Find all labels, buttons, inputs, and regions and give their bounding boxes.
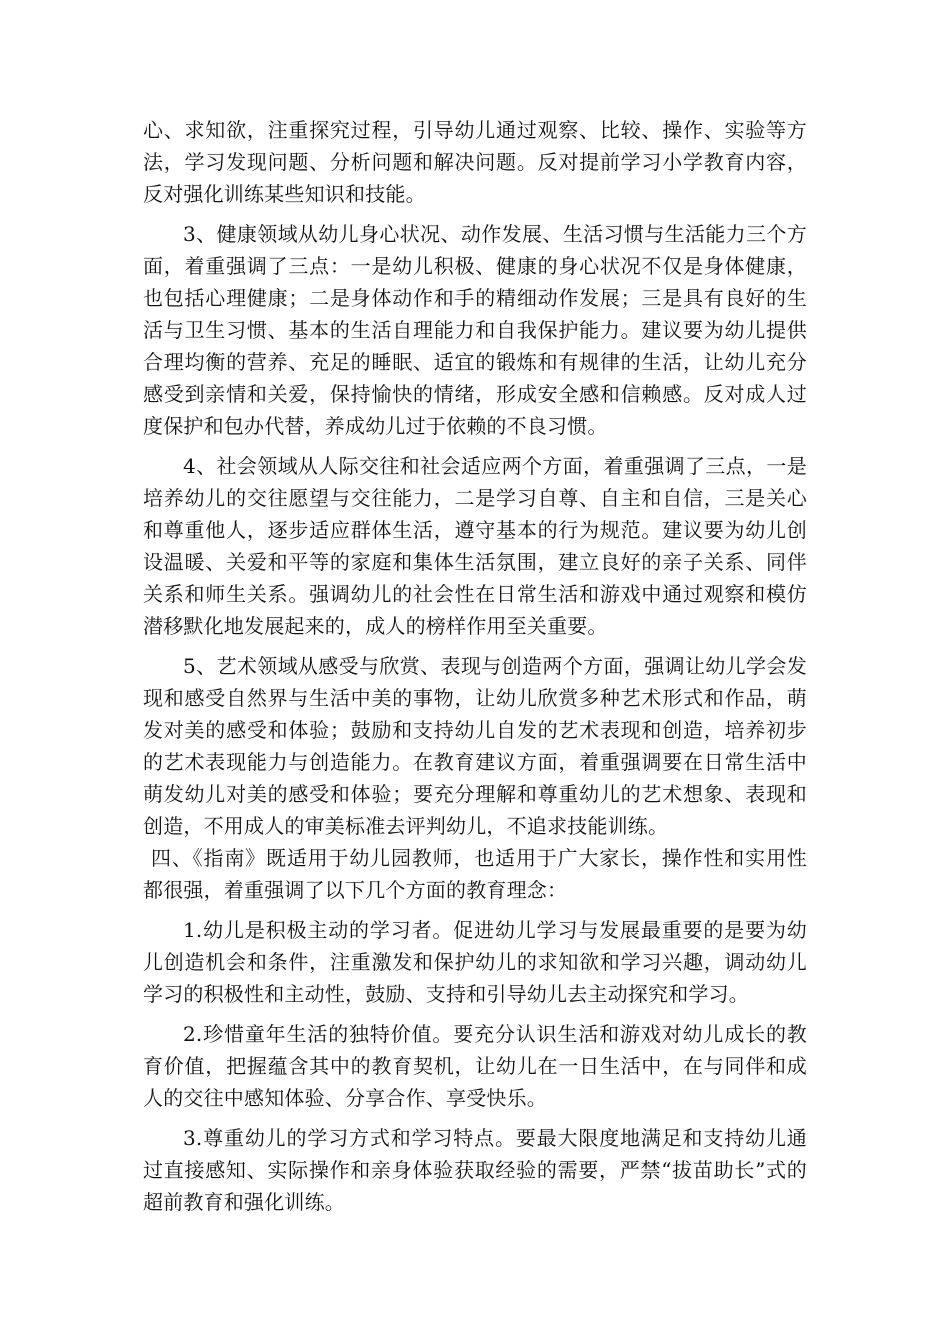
document-body [143, 114, 807, 1218]
paragraph-principle-2: 2.珍惜童年生活的独特价值。要充分认识生活和游戏对幼儿成长的教育价值，把握蕴含其中的教育契机，让幼儿在一日生活中，在与同伴和成人的交往中感知体验、分享合作、享受快乐。 [143, 1022, 807, 1110]
paragraph-continuation: 心、求知欲，注重探究过程，引导幼儿通过观察、比较、操作、实验等方法，学习发现问题、分析问题和解决问题。反对提前学习小学教育内容，反对强化训练某些知识和技能。 [143, 118, 807, 206]
paragraph-art-domain: 5、艺术领域从感受与欣赏、表现与创造两个方面，强调让幼儿学会发现和感受自然界与生活中美的事物，让幼儿欣赏多种艺术形式和作品，萌发对美的感受和体验；鼓励和支持幼儿自发的艺术表现和创造，培养初步的艺术表现能力与创造能力。在教育建议方面，着重强调要在日常生活中萌发幼儿对美的感受和体验；要充分理解和尊重幼儿的艺术想象、表现和创造，不用成人的审美标准去评判幼儿，不追求技能训练。 [143, 654, 807, 838]
paragraph-principle-1: 1.幼儿是积极主动的学习者。促进幼儿学习与发展最重要的是要为幼儿创造机会和条件，注重激发和保护幼儿的求知欲和学习兴趣，调动幼儿学习的积极性和主动性，鼓励、支持和引导幼儿去主动探究和学习。 [143, 918, 807, 1006]
paragraph-health-domain: 3、健康领域从幼儿身心状况、动作发展、生活习惯与生活能力三个方面，着重强调了三点：一是幼儿积极、健康的身心状况不仅是身体健康，也包括心理健康；二是身体动作和手的精细动作发展；三是具有良好的生活与卫生习惯、基本的生活自理能力和自我保护能力。建议要为幼儿提供合理均衡的营养、充足的睡眠、适宜的锻炼和有规律的生活，让幼儿充分感受到亲情和关爱，保持愉快的情绪，形成安全感和信赖感。反对成人过度保护和包办代替，养成幼儿过于依赖的不良习惯。 [143, 222, 807, 438]
paragraph-social-domain: 4、社会领域从人际交往和社会适应两个方面，着重强调了三点，一是培养幼儿的交往愿望与交往能力，二是学习自尊、自主和自信，三是关心和尊重他人，逐步适应群体生活，遵守基本的行为规范。建议要为幼儿创设温暖、关爱和平等的家庭和集体生活氛围，建立良好的亲子关系、同伴关系和师生关系。强调幼儿的社会性在日常生活和游戏中通过观察和模仿潜移默化地发展起来的，成人的榜样作用至关重要。 [143, 454, 807, 638]
paragraph-principle-3: 3.尊重幼儿的学习方式和学习特点。要最大限度地满足和支持幼儿通过直接感知、实际操作和亲身体验获取经验的需要，严禁“拔苗助长”式的超前教育和强化训练。 [143, 1126, 807, 1214]
paragraph-section-four: 四、《指南》既适用于幼儿园教师，也适用于广大家长，操作性和实用性都很强，着重强调了以下几个方面的教育理念： [143, 846, 807, 902]
